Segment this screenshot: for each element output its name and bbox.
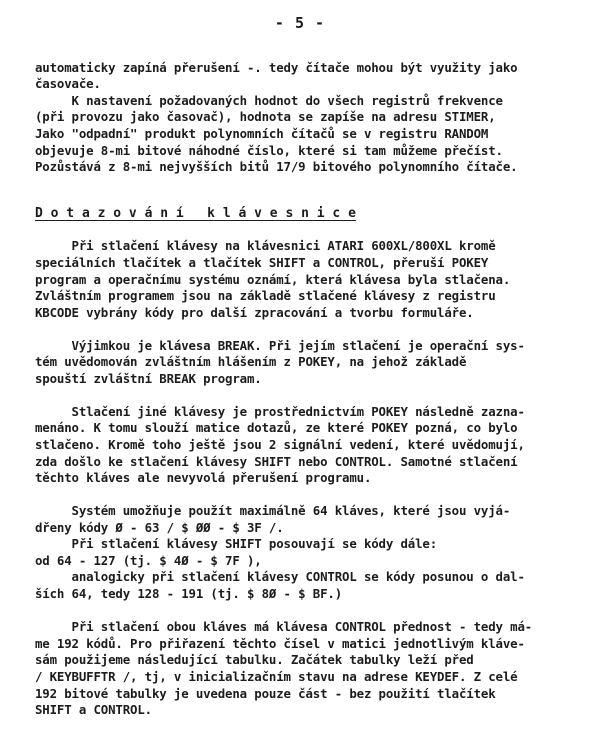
text-line: zda došlo ke stlačení klávesy SHIFT nebo CONTROL. Samotné stlačení (35, 454, 518, 469)
text-line: Jako "odpadní" produkt polynomních čítačů se v registru RANDOM (35, 126, 489, 141)
section-heading: D o t a z o v á n í k l á v e s n i c e (35, 206, 356, 221)
text-line: program a operačnímu systému oznámí, která klávesa byla stlačena. (35, 272, 511, 287)
text-line: analogicky při stlačení klávesy CONTROL se kódy posunou o dal- (35, 569, 525, 584)
text-line: ších 64, tedy 128 - 191 (tj. $ 8Ø - $ BF.) (35, 586, 343, 601)
text-line: menáno. K tomu slouží matice dotazů, ze které POKEY pozná, co bylo (35, 420, 518, 435)
text-line: sám použijeme následující tabulku. Začátek tabulky leží před (35, 652, 474, 667)
text-line: spouští zvláštní BREAK program. (35, 371, 262, 386)
text-line: od 64 - 127 (tj. $ 4Ø - $ 7F ), (35, 553, 262, 568)
text-line: Při stlačení klávesy na klávesnici ATARI 600XL/800XL kromě (35, 238, 496, 253)
text-line: těchto kláves ale nevyvolá přerušení programu. (35, 470, 372, 485)
text-line: me 192 kódů. Pro přiřazení těchto čísel v matici jednotlivým kláve- (35, 636, 525, 651)
text-line: K nastavení požadovaných hodnot do všech registrů frekvence (35, 93, 503, 108)
text-line: 192 bitové tabulky je uvedena pouze část - bez použití tlačítek (35, 686, 496, 701)
text-line: KBCODE vybrány kódy pro další zpracování a tvorbu formuláře. (35, 305, 474, 320)
text-line: Při stlačení obou kláves má klávesa CONTROL přednost - tedy má- (35, 619, 533, 634)
text-line: Při stlačení klávesy SHIFT posouvají se kódy dále: (35, 536, 438, 551)
text-line: stlačeno. Kromě toho ještě jsou 2 signální vedení, které uvědomují, (35, 437, 525, 452)
text-line: / KEYBUFFTR /, tj, v inicializačním stavu na adrese KEYDEF. Z celé (35, 669, 518, 684)
text-line: SHIFT a CONTROL. (35, 702, 152, 717)
text-line: Pozůstává z 8-mi nejvyšších bitů 17/9 bitového polynomního čítače. (35, 159, 518, 174)
text-line: speciálních tlačítek a tlačítek SHIFT a CONTROL, přeruší POKEY (35, 255, 489, 270)
text-line: časovače. (35, 76, 101, 91)
text-line: Výjimkou je klávesa BREAK. Při jejím stlačení je operační sys- (35, 338, 525, 353)
text-line: objevuje 8-mi bitové náhodné číslo, které si tam můžeme přečíst. (35, 143, 503, 158)
text-line: Zvláštním programem jsou na základě stlačené klávesy z registru (35, 288, 496, 303)
text-line: Systém umožňuje použít maximálně 64 kláves, které jsou vyjá- (35, 503, 511, 518)
text-line: dřeny kódy Ø - 63 / $ ØØ - $ 3F /. (35, 520, 284, 535)
text-line: tém uvědomován zvláštním hlášením z POKEY, na jehož základě (35, 354, 467, 369)
text-line: Stlačení jiné klávesy je prostřednictvím POKEY následně zazna- (35, 404, 525, 419)
page-number: - 5 - (274, 14, 326, 32)
text-line: (při provozu jako časovač), hodnota se zapíše na adresu STIMER, (35, 109, 496, 124)
text-line: automaticky zapíná přerušení -. tedy čítače mohou být využity jako (35, 60, 518, 75)
